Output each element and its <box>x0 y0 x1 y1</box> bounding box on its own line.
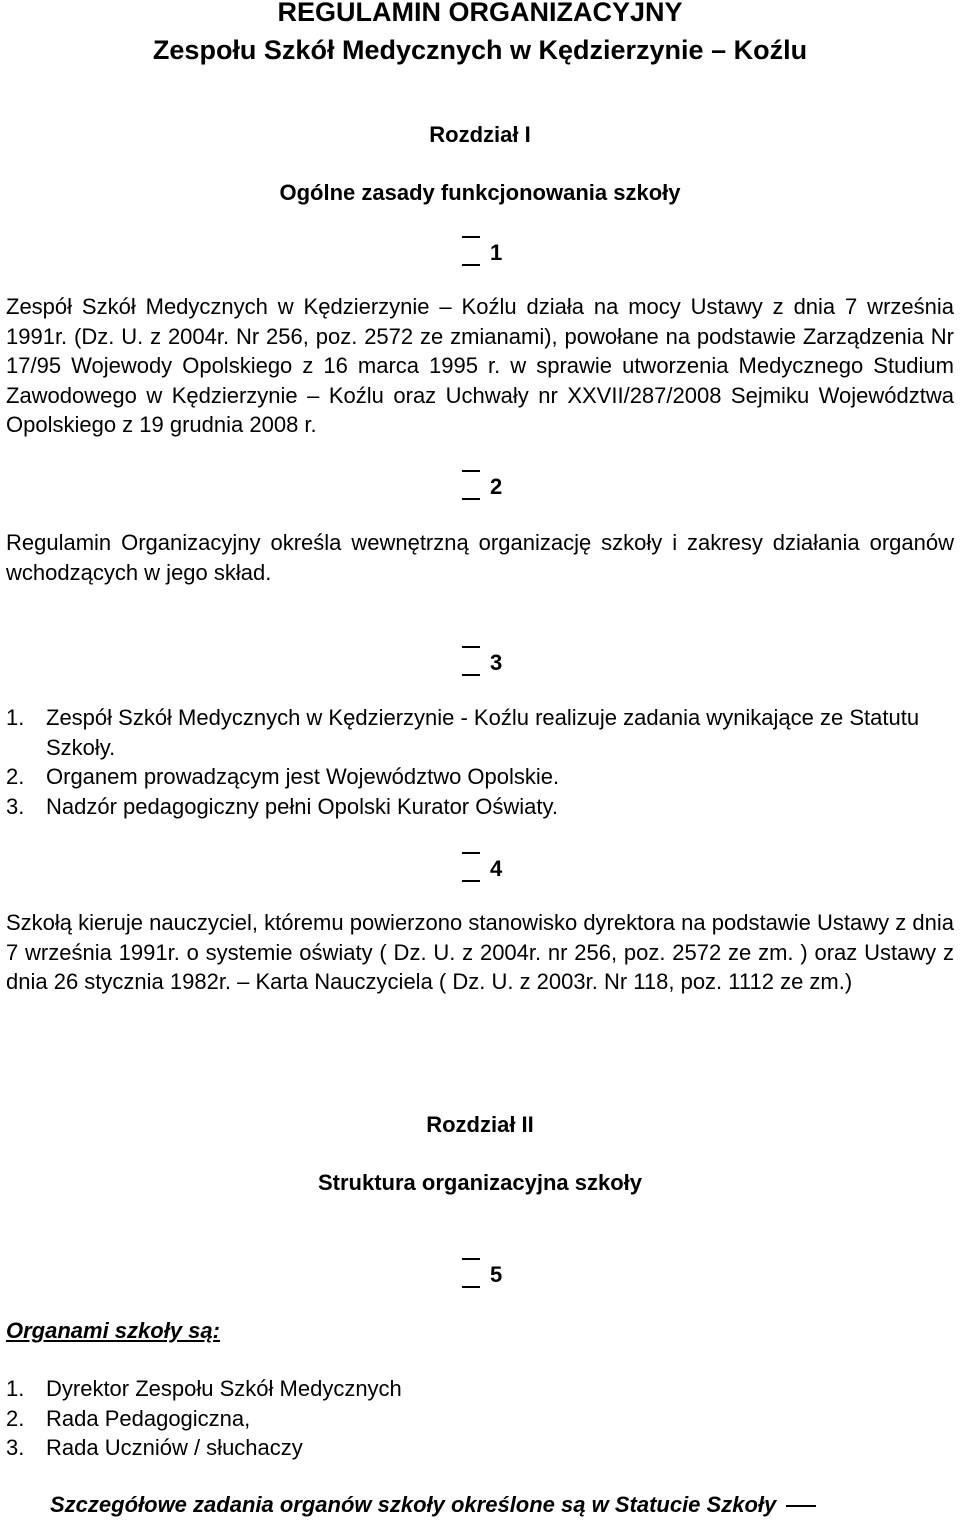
section-1-heading <box>462 236 502 266</box>
section-1-paragraph: Zespół Szkół Medycznych w Kędzierzynie – Koźlu działa na mocy Ustawy z dnia 7 września 1991r. (Dz. U. z 2004r. Nr 256, poz. 2572 ze zmianami), powołane na podstawie Zarządzenia Nr 17/95 Wojewody Opolskiego z 16 marca 1995 r. w sprawie utworzenia Medycznego Studium Zawodowego w Kędzierzynie – Koźlu oraz Uchwały nr XXVII/287/2008 Sejmiku Województwa Opolskiego z 19 grudnia 2008 r. <box>6 294 954 437</box>
list-item: 1. Dyrektor Zespołu Szkół Medycznych <box>6 1376 402 1401</box>
section-sign-icon <box>462 236 480 266</box>
section-2-paragraph: Regulamin Organizacyjny określa wewnętrzną organizację szkoły i zakresy działania organów wchodzących w jego skład. <box>6 530 954 585</box>
chapter1-heading: Rozdział I <box>429 122 531 147</box>
section-4-paragraph: Szkołą kieruje nauczyciel, któremu powierzono stanowisko dyrektora na podstawie Ustawy z dnia 7 września 1991r. o systemie oświaty ( Dz. U. z 2004r. nr 256, poz. 2572 ze zm. ) oraz Ustawy z dnia 26 stycznia 1982r. – Karta Nauczyciela ( Dz. U. z 2003r. Nr 118, poz. 1112 ze zm.) <box>6 910 954 994</box>
organs-label: Organami szkoły są: <box>6 1318 220 1343</box>
section-3-list <box>6 703 954 821</box>
list-item: 2. Rada Pedagogiczna, <box>6 1405 251 1431</box>
organs-list <box>6 1374 954 1463</box>
chapter1-subheading: Ogólne zasady funkcjonowania szkoły <box>279 180 681 205</box>
section-sign-icon <box>462 646 480 676</box>
organs-footer-text: Szczegółowe zadania organów szkoły określone są w Statucie Szkoły <box>50 1492 777 1517</box>
section-number: 2 <box>490 474 503 499</box>
document-title-line2: Zespołu Szkół Medycznych w Kędzierzynie – Koźlu <box>152 35 808 65</box>
section-number: 1 <box>490 240 503 265</box>
list-item: 3. Nadzór pedagogiczny pełni Opolski Kurator Oświaty. <box>6 793 558 819</box>
section-2-heading <box>462 470 502 500</box>
section-number: 4 <box>490 856 503 881</box>
section-sign-icon <box>462 852 480 882</box>
chapter2-subheading: Struktura organizacyjna szkoły <box>318 1170 642 1195</box>
section-sign-icon <box>462 470 480 500</box>
section-3-heading <box>462 646 502 676</box>
list-item: 2. Organem prowadzącym jest Województwo Opolskie. <box>6 764 560 789</box>
dash-line <box>786 1505 816 1507</box>
list-item: 3. Rada Uczniów / słuchaczy <box>6 1435 303 1460</box>
organs-footer <box>50 1492 950 1518</box>
chapter2-heading: Rozdział II <box>426 1112 534 1137</box>
section-sign-icon <box>462 1258 480 1288</box>
section-number: 5 <box>490 1262 503 1287</box>
list-item: 1. Zespół Szkół Medycznych w Kędzierzynie - Koźlu realizuje zadania wynikające ze Statutu Szkoły. <box>6 705 920 760</box>
section-5-heading <box>462 1258 502 1288</box>
section-number: 3 <box>490 650 503 675</box>
document-title-line1: REGULAMIN ORGANIZACYJNY <box>277 0 683 27</box>
section-4-heading <box>462 852 502 882</box>
